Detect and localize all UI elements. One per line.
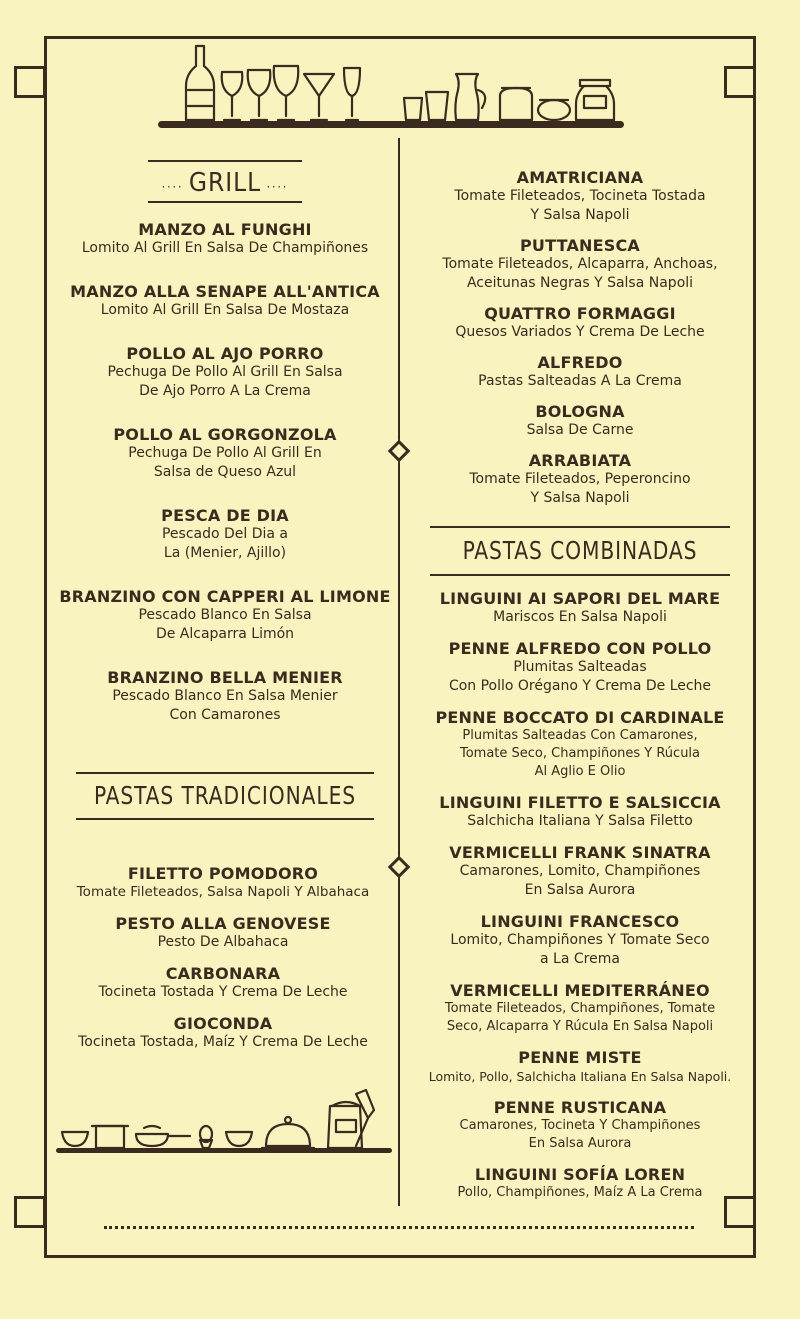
whisk-icon xyxy=(356,1090,374,1146)
bowl-icon xyxy=(538,100,570,120)
item-name: BRANZINO CON CAPPERI AL LIMONE xyxy=(59,587,391,606)
item-desc: Lomito, Pollo, Salchicha Italiana En Salsa Napoli. xyxy=(428,1069,732,1084)
title-dots: .... xyxy=(161,176,189,191)
item-desc: Pescado Blanco En Salsa De Alcaparra Limón xyxy=(138,607,312,642)
grill-items xyxy=(54,220,396,725)
menu-item xyxy=(408,236,752,293)
top-shelf xyxy=(158,121,624,128)
dotted-border-bottom xyxy=(104,1226,694,1229)
item-name: BOLOGNA xyxy=(535,402,625,421)
title-dots: .... xyxy=(261,176,289,191)
top-shelf-illustration xyxy=(156,40,626,132)
bottom-shelf xyxy=(56,1148,392,1153)
wine-glass-icon xyxy=(222,72,243,120)
bottle-icon xyxy=(186,46,214,120)
item-desc: Tomate Fileteados, Salsa Napoli Y Albahaca xyxy=(76,884,370,900)
item-desc: Tomate Fileteados, Champiñones, Tomate Seco, Alcaparra Y Rúcula En Salsa Napoli xyxy=(444,1001,716,1034)
corner-square-top-right xyxy=(724,66,756,98)
menu-item xyxy=(54,425,396,482)
menu-item xyxy=(404,981,756,1036)
item-desc: Plumitas Salteadas Con Pollo Orégano Y Crema De Leche xyxy=(448,659,712,694)
item-desc: Pastas Salteadas A La Crema xyxy=(478,373,682,389)
item-name: GIOCONDA xyxy=(173,1014,273,1033)
menu-item xyxy=(46,864,400,902)
grill-section xyxy=(54,160,396,203)
menu-item xyxy=(404,1098,756,1153)
egg-cup-icon xyxy=(200,1126,212,1148)
menu-item xyxy=(54,282,396,320)
item-name: VERMICELLI MEDITERRÁNEO xyxy=(450,981,710,1000)
cup-icon xyxy=(404,98,422,120)
section-rule xyxy=(148,160,302,162)
grill-title: GRILL xyxy=(188,168,262,198)
item-name: QUATTRO FORMAGGI xyxy=(484,304,676,323)
item-desc: Camarones, Tocineta Y Champiñones En Salsa Aurora xyxy=(459,1118,701,1151)
tumbler-icon xyxy=(426,92,448,120)
jar-icon xyxy=(576,80,614,120)
menu-item xyxy=(404,708,756,781)
bowl-icon xyxy=(226,1132,252,1146)
corner-square-bottom-left xyxy=(14,1196,46,1228)
item-name: PENNE ALFREDO CON POLLO xyxy=(448,639,712,658)
pastas-combinadas-title: PASTAS COMBINADAS xyxy=(462,536,698,565)
menu-item xyxy=(54,344,396,401)
menu-item xyxy=(404,1165,756,1202)
jar-icon xyxy=(500,88,532,120)
menu-item xyxy=(408,451,752,508)
item-desc: Pesto De Albahaca xyxy=(157,934,289,950)
item-desc: Lomito Al Grill En Salsa De Champiñones xyxy=(81,240,369,256)
item-desc: Pescado Del Dia a La (Menier, Ajillo) xyxy=(161,526,289,561)
item-desc: Camarones, Lomito, Champiñones En Salsa Aurora xyxy=(459,863,701,898)
item-desc: Lomito, Champiñones Y Tomate Seco a La Crema xyxy=(450,932,710,967)
pot-icon xyxy=(92,1126,128,1148)
section-rule xyxy=(76,818,374,820)
item-desc: Quesos Variados Y Crema De Leche xyxy=(455,324,705,340)
item-desc: Pescado Blanco En Salsa Menier Con Camarones xyxy=(112,688,338,723)
menu-item xyxy=(46,914,400,952)
martini-glass-icon xyxy=(304,74,334,120)
item-desc: Tocineta Tostada, Maíz Y Crema De Leche xyxy=(78,1034,368,1050)
menu-item xyxy=(404,639,756,696)
menu-item xyxy=(408,304,752,342)
item-name: MANZO ALLA SENAPE ALL'ANTICA xyxy=(70,282,380,301)
pastas-combinadas-header xyxy=(408,526,752,576)
item-name: FILETTO POMODORO xyxy=(127,864,319,883)
pastas-tradicionales-header xyxy=(54,772,396,820)
item-name: PUTTANESCA xyxy=(519,236,641,255)
pastas-tradicionales-title: PASTAS TRADICIONALES xyxy=(93,781,357,810)
menu-item xyxy=(408,402,752,440)
item-desc: Plumitas Salteadas Con Camarones, Tomate Seco, Champiñones Y Rúcula Al Aglio E Olio xyxy=(459,728,701,779)
menu-item xyxy=(404,1048,756,1086)
item-desc: Pechuga De Pollo Al Grill En Salsa De Ajo Porro A La Crema xyxy=(107,364,343,399)
pastas-tradicionales-items xyxy=(46,864,400,1052)
menu-item xyxy=(54,220,396,258)
item-name: PESCA DE DIA xyxy=(161,506,289,525)
item-name: ALFREDO xyxy=(537,353,623,372)
menu-item xyxy=(404,793,756,831)
item-desc: Salsa De Carne xyxy=(526,422,634,438)
menu-item xyxy=(404,843,756,900)
flour-bag-icon xyxy=(328,1102,362,1148)
item-name: LINGUINI FILETTO E SALSICCIA xyxy=(439,793,721,812)
item-name: PENNE BOCCATO DI CARDINALE xyxy=(435,708,725,727)
section-rule xyxy=(148,201,302,203)
item-desc: Tomate Fileteados, Tocineta Tostada Y Salsa Napoli xyxy=(454,188,706,223)
menu-item xyxy=(54,587,396,644)
item-name: LINGUINI SOFÍA LOREN xyxy=(474,1165,686,1184)
item-desc: Tomate Fileteados, Peperoncino Y Salsa Napoli xyxy=(469,471,691,506)
glass-icon xyxy=(344,68,360,120)
section-rule xyxy=(430,574,730,576)
menu-item xyxy=(46,1014,400,1052)
menu-item xyxy=(408,168,752,225)
item-desc: Tomate Fileteados, Alcaparra, Anchoas, Aceitunas Negras Y Salsa Napoli xyxy=(442,256,718,291)
item-name: BRANZINO BELLA MENIER xyxy=(107,668,343,687)
menu-item xyxy=(54,668,396,725)
menu-item xyxy=(46,964,400,1002)
item-name: PESTO ALLA GENOVESE xyxy=(115,914,331,933)
menu-item xyxy=(404,912,756,969)
item-desc: Tocineta Tostada Y Crema De Leche xyxy=(98,984,348,1000)
item-desc: Salchicha Italiana Y Salsa Filetto xyxy=(467,813,693,829)
pan-icon xyxy=(136,1126,190,1146)
item-name: POLLO AL GORGONZOLA xyxy=(113,425,337,444)
item-name: POLLO AL AJO PORRO xyxy=(126,344,324,363)
item-desc: Pollo, Champiñones, Maíz A La Crema xyxy=(457,1185,703,1200)
menu-item xyxy=(54,506,396,563)
item-name: VERMICELLI FRANK SINATRA xyxy=(449,843,711,862)
bottom-shelf-illustration xyxy=(56,1086,392,1156)
pastas-combinadas-items xyxy=(404,589,756,1202)
bowl-icon xyxy=(62,1132,88,1146)
menu-item xyxy=(408,353,752,391)
pitcher-icon xyxy=(455,74,485,120)
item-name: AMATRICIANA xyxy=(516,168,644,187)
item-name: LINGUINI AI SAPORI DEL MARE xyxy=(439,589,721,608)
item-name: MANZO AL FUNGHI xyxy=(138,220,312,239)
item-desc: Mariscos En Salsa Napoli xyxy=(493,609,667,625)
item-name: LINGUINI FRANCESCO xyxy=(480,912,680,931)
item-name: PENNE MISTE xyxy=(518,1048,642,1067)
cloche-icon xyxy=(262,1117,314,1148)
right-top-items xyxy=(408,168,752,508)
item-name: CARBONARA xyxy=(165,964,281,983)
item-desc: Lomito Al Grill En Salsa De Mostaza xyxy=(100,302,350,318)
wine-glass-icon xyxy=(248,70,271,120)
corner-square-top-left xyxy=(14,66,46,98)
item-desc: Pechuga De Pollo Al Grill En Salsa de Queso Azul xyxy=(128,445,322,480)
menu-item xyxy=(404,589,756,627)
wine-glass-icon xyxy=(274,66,299,120)
item-name: ARRABIATA xyxy=(528,451,632,470)
item-name: PENNE RUSTICANA xyxy=(493,1098,667,1117)
